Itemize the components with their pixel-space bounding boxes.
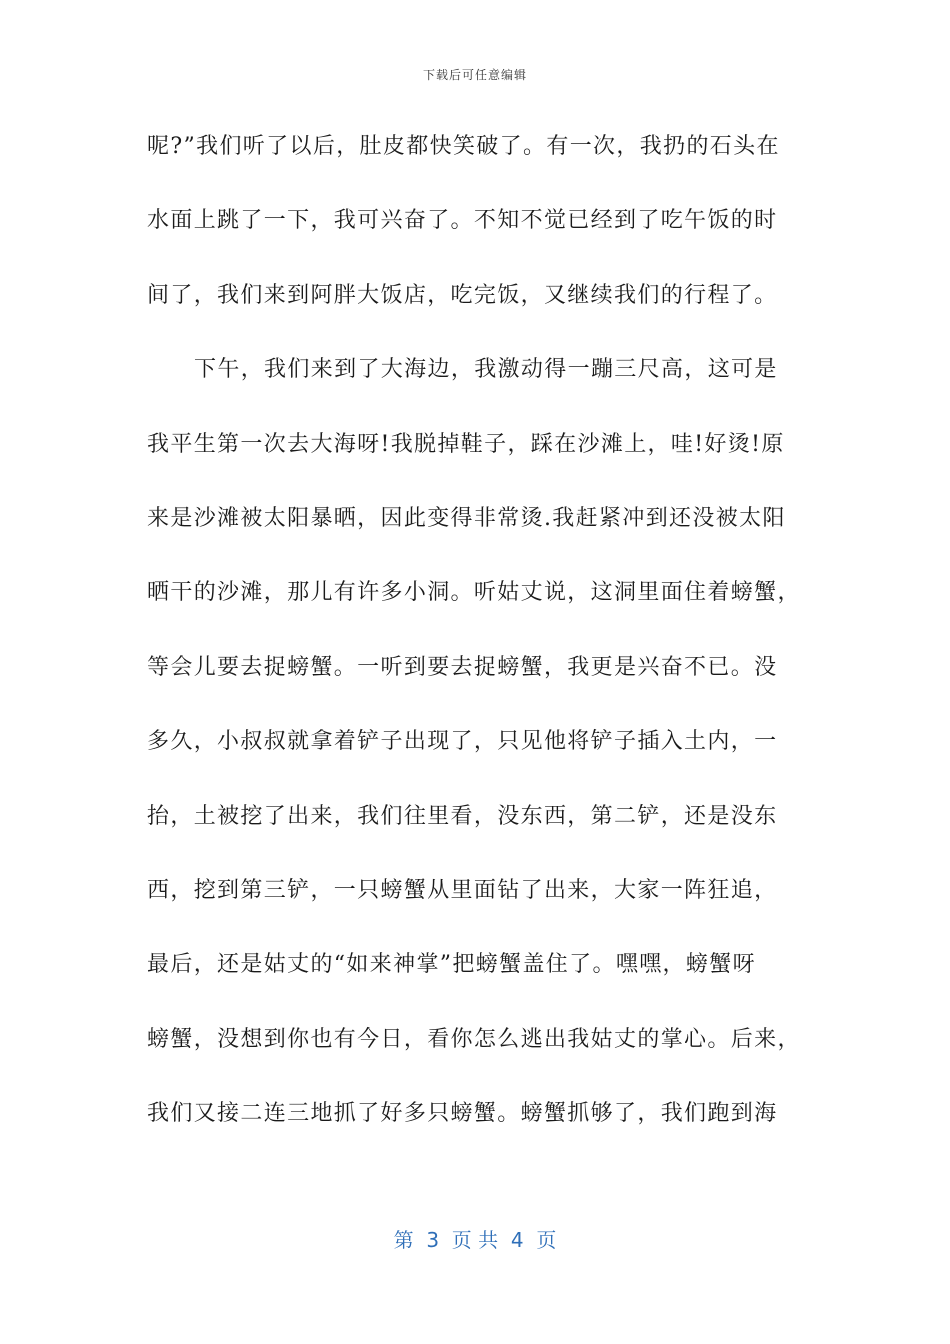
- paragraph-first-line: 下午，我们来到了大海边，我激动得一蹦三尺高，这可是: [194, 357, 778, 383]
- text-line: 抬，土被挖了出来，我们往里看，没东西，第二铲，还是没东: [147, 803, 778, 829]
- text-line: 水面上跳了一下，我可兴奋了。不知不觉已经到了吃午饭的时: [147, 208, 778, 234]
- text-line: 我平生第一次去大海呀!我脱掉鞋子，踩在沙滩上，哇!好烫!原: [147, 431, 785, 457]
- text-line: 呢?”我们听了以后，肚皮都快笑破了。有一次，我扔的石头在: [147, 134, 780, 159]
- text-line: 最后，还是姑丈的“如来神掌”把螃蟹盖住了。嘿嘿，螃蟹呀: [147, 952, 756, 978]
- text-line: 我们又接二连三地抓了好多只螃蟹。螃蟹抓够了，我们跑到海: [147, 1101, 778, 1127]
- page-header-note: 下载后可任意编辑: [422, 68, 527, 82]
- text-line: 等会儿要去捉螃蟹。一听到要去捉螃蟹，我更是兴奋不已。没: [147, 654, 778, 680]
- document-body: [147, 120, 807, 1161]
- text-line: 螃蟹，没想到你也有今日，看你怎么逃出我姑丈的掌心。后来，: [147, 1026, 801, 1052]
- text-line: 晒干的沙滩，那儿有许多小洞。听姑丈说，这洞里面住着螃蟹，: [147, 580, 801, 606]
- page-number-footer: 第 3 页 共 4 页: [393, 1228, 557, 1252]
- text-line: 多久，小叔叔就拿着铲子出现了，只见他将铲子插入土内，一: [147, 729, 778, 755]
- text-line: 来是沙滩被太阳暴晒，因此变得非常烫.我赶紧冲到还没被太阳: [147, 505, 786, 531]
- text-line: 间了，我们来到阿胖大饭店，吃完饭，又继续我们的行程了。: [147, 282, 778, 308]
- text-line: 西，挖到第三铲，一只螃蟹从里面钻了出来，大家一阵狂追，: [147, 877, 778, 903]
